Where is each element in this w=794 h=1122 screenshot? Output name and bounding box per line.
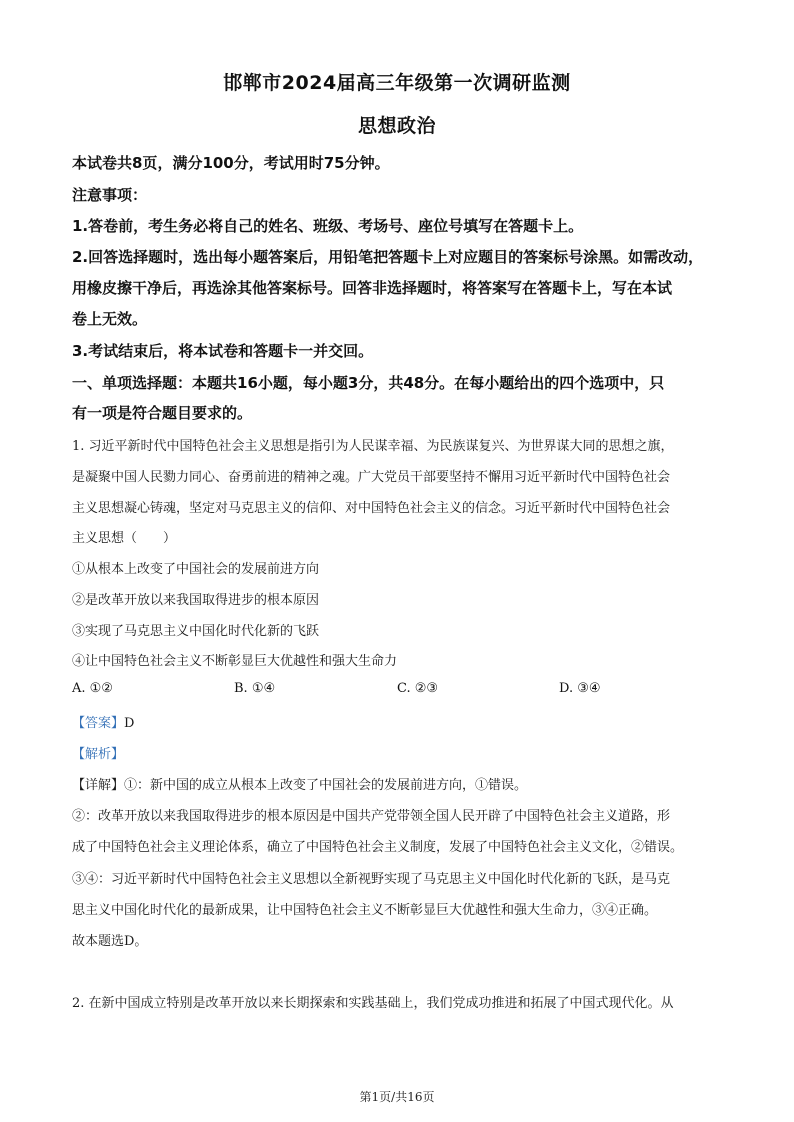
q1-stem-line-1: 1. 习近平新时代中国特色社会主义思想是指引为人民谋幸福、为民族谋复兴、为世界谋大同的思想之旗， [72, 439, 674, 454]
q2-stem-line-1: 2. 在新中国成立特别是改革开放以来长期探索和实践基础上，我们党成功推进和拓展了中国式现代化。从 [72, 996, 674, 1011]
detail-text-1: ①：新中国的成立从根本上改变了中国社会的发展前进方向，①错误。 [124, 778, 528, 793]
notice-item-2-line-2: 用橡皮擦干净后，再选涂其他答案标号。回答非选择题时，将答案写在答题卡上，写在本试 [72, 279, 673, 297]
q1-detail-line-1 [72, 774, 732, 793]
q1-detail-line-2: ②：改革开放以来我国取得进步的根本原因是中国共产党带领全国人民开辟了中国特色社会主义道路，形 [72, 809, 671, 824]
q1-detail-line-4: ③④：习近平新时代中国特色社会主义思想以全新视野实现了马克思主义中国化时代化新的飞跃，是马克 [72, 872, 671, 887]
q1-conclusion: 故本题选D。 [72, 934, 148, 949]
section-heading-line-2: 有一项是符合题目要求的。 [72, 404, 253, 422]
exam-info: 本试卷共8页，满分100分，考试用时75分钟。 [72, 154, 390, 172]
q1-item-3: ③实现了马克思主义中国化时代化新的飞跃 [72, 624, 320, 639]
section-heading-line-1: 一、单项选择题：本题共16小题，每小题3分，共48分。在每小题给出的四个选项中，只 [72, 374, 665, 392]
answer-value: D [124, 716, 135, 731]
q1-detail-line-5: 思主义中国化时代化的最新成果，让中国特色社会主义不断彰显巨大优越性和强大生命力，③④正确。 [72, 903, 658, 918]
q1-detail-line-3: 成了中国特色社会主义理论体系，确立了中国特色社会主义制度，发展了中国特色社会主义文化，②错误。 [72, 840, 684, 855]
exam-title: 邯郸市2024届高三年级第一次调研监测 [223, 72, 571, 94]
subject-title: 思想政治 [357, 115, 436, 137]
q1-option-b: B. ①④ [234, 681, 276, 696]
q1-answer-line [72, 712, 732, 731]
q1-item-4: ④让中国特色社会主义不断彰显巨大优越性和强大生命力 [72, 654, 398, 669]
q1-item-1: ①从根本上改变了中国社会的发展前进方向 [72, 562, 320, 577]
q1-item-2: ②是改革开放以来我国取得进步的根本原因 [72, 593, 320, 608]
page-number: 第1页/共16页 [359, 1090, 435, 1104]
analysis-tag: 【解析】 [72, 747, 125, 762]
notice-item-1: 1.答卷前，考生务必将自己的姓名、班级、考场号、座位号填写在答题卡上。 [72, 217, 584, 235]
q1-option-d: D. ③④ [559, 681, 601, 696]
q1-stem-line-2: 是凝聚中国人民勠力同心、奋勇前进的精神之魂。广大党员干部要坚持不懈用习近平新时代中国特色社会 [72, 470, 671, 485]
detail-tag: 【详解】 [72, 778, 125, 793]
q1-analysis-line [72, 743, 732, 762]
notice-item-3: 3.考试结束后，将本试卷和答题卡一并交回。 [72, 342, 374, 360]
answer-tag: 【答案】 [72, 716, 125, 731]
q1-option-a: A. ①② [72, 681, 113, 696]
notice-heading: 注意事项： [72, 186, 148, 204]
notice-item-2-line-1: 2.回答选择题时，选出每小题答案后，用铅笔把答题卡上对应题目的答案标号涂黑。如需改动， [72, 248, 704, 266]
q1-stem-line-4: 主义思想（ ） [72, 531, 177, 546]
notice-item-2-line-3: 卷上无效。 [72, 310, 148, 328]
q1-stem-line-3: 主义思想凝心铸魂，坚定对马克思主义的信仰、对中国特色社会主义的信念。习近平新时代中国特色社会 [72, 501, 671, 516]
q1-option-c: C. ②③ [397, 681, 439, 696]
